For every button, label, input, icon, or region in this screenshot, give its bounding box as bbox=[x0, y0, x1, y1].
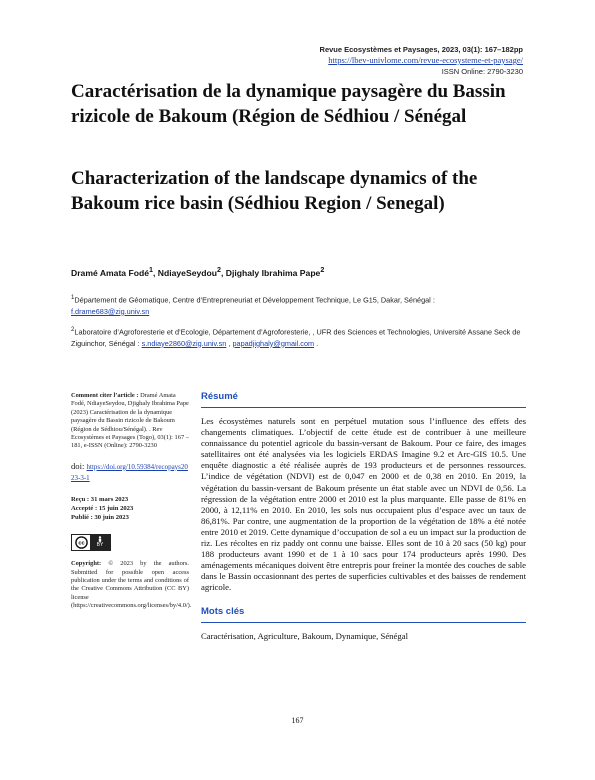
article-dates bbox=[71, 495, 189, 522]
section-divider bbox=[201, 407, 526, 408]
citation-block bbox=[71, 392, 189, 451]
title-french: Caractérisation de la dynamique paysagère du Bassin rizicole de Bakoum (Région de Sédhiou / Sénégal bbox=[71, 81, 506, 127]
copyright-label: Copyright: bbox=[71, 560, 102, 568]
affiliation-text: Laboratoire d’Agroforesterie et d’Ecologie, Département d’Agroforesterie, , UFR des Sciences et Technologies, Université Assane Seck de Ziguinchor, Sénégal : bbox=[71, 327, 521, 348]
journal-url-link[interactable]: https://lbev-univlome.com/revue-ecosysteme-et-paysage/ bbox=[328, 55, 523, 65]
affiliation-email-link[interactable]: f.drame683@zig.univ.sn bbox=[71, 306, 150, 316]
cc-by-label: BY bbox=[90, 535, 110, 550]
author-list: Dramé Amata Fodé$^1$, NdiayeSeydou$^2$, Djighaly Ibrahima Pape$^2$ bbox=[71, 266, 325, 278]
article-sidebar bbox=[71, 392, 192, 611]
received-date: Reçu : 31 mars 2023 bbox=[71, 495, 129, 503]
keywords-text: Caractérisation, Agriculture, Bakoum, Dynamique, Sénégal bbox=[201, 630, 408, 641]
affiliation-2: $^2$Laboratoire d’Agroforesterie et d’Ecologie, Département d’Agroforesterie, , UFR des Sciences et Technologies, Université Assane Seck de Ziguinchor, Sénégal : s.ndiaye2860@zig.univ.sn , papadjighaly@gmail.com . bbox=[71, 326, 521, 348]
cc-license-badge[interactable] bbox=[71, 534, 111, 551]
page-number: 167 bbox=[291, 716, 304, 725]
keywords-heading: Mots clés bbox=[201, 605, 245, 617]
author-affiliation-sup: 2 bbox=[320, 266, 325, 274]
doi-block bbox=[71, 461, 189, 483]
title-english: Characterization of the landscape dynamics of the Bakoum rice basin (Sédhiou Region / Senegal) bbox=[71, 168, 478, 214]
author-affiliation-sup: 2 bbox=[217, 266, 221, 274]
journal-citation: Revue Ecosystèmes et Paysages, 2023, 03(1): 167–182pp bbox=[319, 45, 523, 54]
affiliation-sup: 2 bbox=[71, 326, 75, 333]
author-affiliation-sup: 1 bbox=[149, 266, 153, 274]
affiliation-text: Département de Géomatique, Centre d’Entrepreneuriat et Développement Technique, Le G15, Dakar, Sénégal : bbox=[74, 295, 435, 305]
issn-label: ISSN Online: 2790-3230 bbox=[441, 67, 523, 76]
affiliation-1 bbox=[71, 292, 523, 317]
author-name: Dramé Amata Fodé bbox=[71, 267, 150, 278]
section-divider bbox=[201, 622, 526, 623]
citation-label: Comment citer l’article : bbox=[71, 392, 139, 399]
affiliation-sup: 1 bbox=[71, 294, 75, 301]
published-date: Publié : 30 juin 2023 bbox=[71, 513, 129, 521]
abstract-text: Les écosystèmes naturels sont en perpétuel mutation sous l’influence des effets des changements climatiques. L’objectif de cette étude est de contribuer à une meilleure connaissance du potentiel agricole du bassin-versant de Bakoum. Pour ce faire, des images satellitaires ont été analysées via les logiciels ERDAS Imagine 9.2 et Arc-GIS 10.5. Une enquête diagnostic a été réalisée auprès de 193 producteurs et de personnes ressources. L’indice de végétation (NDVI) est de 0,047 en 2000 et de 0,38 en 2010. En 2019, la végétation du bassin-versant de Bakoum présente un état stable avec un NDVI de 0,56. La régression de la végétation entre 2000 et 2010 est la plus marquante. Elle passe de 81% en 2000, à 12,11% en 2010. En 2010, les sols nus occupaient plus d’espace avec un taux de 86,81%. Par contre, une augmentation de la proportion de la végétation de 18% a été notée entre 2010 et 2019. Cette dynamique d’occupation de sol a eu un impact sur la production de riz. Les récoltes en riz paddy ont connu une baisse. Elles sont de 10 à 20 sacs (50 kg) pour 188 producteurs avant 1990 et de 1 à 10 sacs pour 174 producteurs après 1990. Des aménagements mécaniques doivent être entrepris pour freiner la montée des couches de sable dans le Bassin occasionnant des pertes de superficies cultivables et des baisses de rendement agricole. bbox=[201, 416, 526, 593]
cc-logo-icon bbox=[72, 535, 90, 550]
citation-text: Dramé Amata Fodé, NdiayeSeydou, Djighaly Ibrahima Pape (2023) Caractérisation de la dynamique paysagère du Bassin rizicole de Bakoum (Région de Sédhiou/Sénégal). . Rev Ecosystèmes et Paysages (Togo), 03(1): 167 –181, e-ISSN (Online): 2790-3230 bbox=[71, 392, 189, 450]
doi-link[interactable]: https://doi.org/10.59384/recopays2023-3-1 bbox=[71, 462, 188, 482]
affiliation-email-link[interactable]: papadjighaly@gmail.com bbox=[232, 338, 315, 348]
author-name: Djighaly Ibrahima Pape bbox=[225, 267, 321, 278]
abstract-section bbox=[201, 391, 526, 642]
accepted-date: Accepté : 15 juin 2023 bbox=[71, 504, 134, 512]
journal-header bbox=[320, 44, 523, 77]
abstract-heading: Résumé bbox=[201, 391, 238, 402]
doi-label: doi: bbox=[71, 460, 85, 471]
copyright-text: © 2023 by the authors. Submitted for possible open access publication under the terms and conditions of the Creative Commons Attribution (CC BY) license (https://creativecommons.org/licenses/by/4.0/). bbox=[71, 560, 192, 610]
author-name: NdiayeSeydou bbox=[157, 267, 218, 278]
svg-text:cc: cc bbox=[77, 540, 85, 547]
copyright-notice bbox=[71, 560, 192, 610]
affiliation-email-link[interactable]: s.ndiaye2860@zig.univ.sn bbox=[141, 338, 227, 348]
